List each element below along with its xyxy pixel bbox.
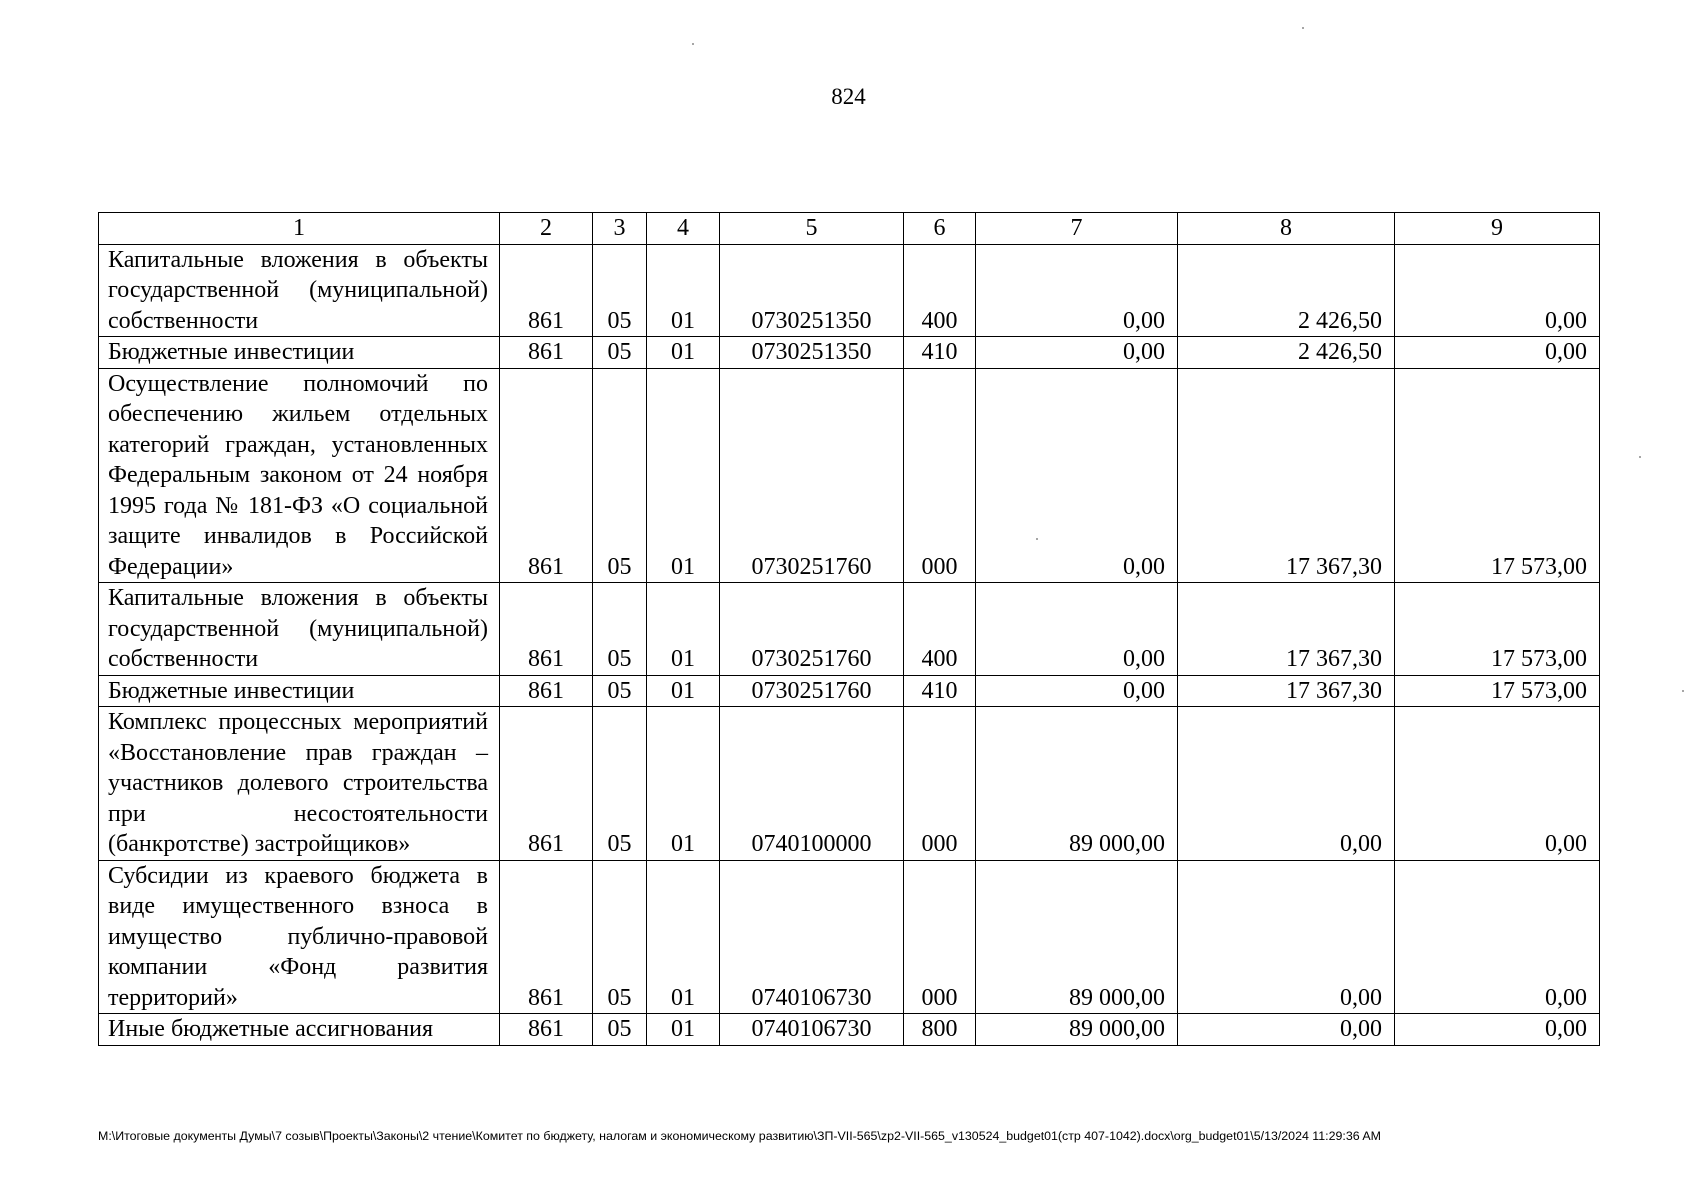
table-row bbox=[99, 1014, 1600, 1046]
row-amount-8: 0,00 bbox=[1178, 860, 1395, 1014]
scan-speck bbox=[692, 43, 694, 45]
row-amount-8: 2 426,50 bbox=[1178, 337, 1395, 369]
row-amount-8: 0,00 bbox=[1178, 1014, 1395, 1046]
table-row bbox=[99, 368, 1600, 583]
row-rz: 05 bbox=[593, 1014, 647, 1046]
row-csr: 0730251350 bbox=[720, 244, 904, 337]
row-csr: 0740106730 bbox=[720, 860, 904, 1014]
row-pr: 01 bbox=[647, 1014, 720, 1046]
row-name: Капитальные вложения в объекты государственной (муниципальной) собственности bbox=[99, 583, 500, 676]
table-row bbox=[99, 675, 1600, 707]
row-amount-8: 0,00 bbox=[1178, 707, 1395, 861]
row-amount-9: 0,00 bbox=[1395, 860, 1600, 1014]
row-rz: 05 bbox=[593, 675, 647, 707]
row-pr: 01 bbox=[647, 707, 720, 861]
row-amount-7: 89 000,00 bbox=[976, 1014, 1178, 1046]
column-header-6: 6 bbox=[904, 213, 976, 245]
row-vr: 000 bbox=[904, 707, 976, 861]
row-csr: 0730251760 bbox=[720, 583, 904, 676]
page-number: 824 bbox=[831, 84, 866, 109]
header-row bbox=[99, 213, 1600, 245]
row-grbs: 861 bbox=[500, 707, 593, 861]
row-amount-7: 89 000,00 bbox=[976, 860, 1178, 1014]
row-vr: 400 bbox=[904, 244, 976, 337]
row-grbs: 861 bbox=[500, 583, 593, 676]
row-name: Бюджетные инвестиции bbox=[99, 337, 500, 369]
column-header-9: 9 bbox=[1395, 213, 1600, 245]
row-csr: 0740100000 bbox=[720, 707, 904, 861]
row-amount-8: 2 426,50 bbox=[1178, 244, 1395, 337]
row-pr: 01 bbox=[647, 583, 720, 676]
row-grbs: 861 bbox=[500, 1014, 593, 1046]
row-vr: 410 bbox=[904, 337, 976, 369]
row-grbs: 861 bbox=[500, 368, 593, 583]
row-pr: 01 bbox=[647, 244, 720, 337]
row-vr: 000 bbox=[904, 860, 976, 1014]
row-csr: 0730251760 bbox=[720, 675, 904, 707]
row-amount-7: 0,00 bbox=[976, 337, 1178, 369]
row-amount-8: 17 367,30 bbox=[1178, 583, 1395, 676]
row-rz: 05 bbox=[593, 860, 647, 1014]
scan-speck bbox=[1682, 690, 1684, 692]
row-name: Капитальные вложения в объекты государственной (муниципальной) собственности bbox=[99, 244, 500, 337]
row-rz: 05 bbox=[593, 583, 647, 676]
scan-speck bbox=[1639, 456, 1641, 458]
row-name: Комплекс процессных мероприятий «Восстановление прав граждан – участников долевого строительства при несостоятельности (банкротстве) застройщиков» bbox=[99, 707, 500, 861]
column-header-4: 4 bbox=[647, 213, 720, 245]
row-pr: 01 bbox=[647, 337, 720, 369]
row-amount-9: 0,00 bbox=[1395, 244, 1600, 337]
scan-speck bbox=[1036, 538, 1038, 540]
row-pr: 01 bbox=[647, 368, 720, 583]
column-header-8: 8 bbox=[1178, 213, 1395, 245]
column-header-2: 2 bbox=[500, 213, 593, 245]
row-vr: 400 bbox=[904, 583, 976, 676]
row-rz: 05 bbox=[593, 707, 647, 861]
row-grbs: 861 bbox=[500, 244, 593, 337]
table-row bbox=[99, 860, 1600, 1014]
row-grbs: 861 bbox=[500, 337, 593, 369]
row-name: Субсидии из краевого бюджета в виде имущественного взноса в имущество публично-правовой компании «Фонд развития территорий» bbox=[99, 860, 500, 1014]
row-grbs: 861 bbox=[500, 675, 593, 707]
column-header-1: 1 bbox=[99, 213, 500, 245]
row-vr: 410 bbox=[904, 675, 976, 707]
budget-table bbox=[98, 212, 1600, 1046]
row-amount-9: 17 573,00 bbox=[1395, 368, 1600, 583]
row-csr: 0740106730 bbox=[720, 1014, 904, 1046]
row-name: Осуществление полномочий по обеспечению жильем отдельных категорий граждан, установленных Федеральным законом от 24 ноября 1995 года № 181-ФЗ «О социальной защите инвалидов в Российской Федерации» bbox=[99, 368, 500, 583]
footer-file-path: M:\Итоговые документы Думы\7 созыв\Проекты\Законы\2 чтение\Комитет по бюджету, налогам и экономическому развитию\ЗП-VII-565\zp2-VII-565_v130524_budget01(стр 407-1042).docx\org_budget01\5/13/2024 11:29:36 AM bbox=[98, 1129, 1381, 1143]
row-csr: 0730251760 bbox=[720, 368, 904, 583]
row-amount-9: 17 573,00 bbox=[1395, 583, 1600, 676]
row-amount-7: 0,00 bbox=[976, 675, 1178, 707]
row-amount-8: 17 367,30 bbox=[1178, 368, 1395, 583]
row-name: Бюджетные инвестиции bbox=[99, 675, 500, 707]
row-amount-9: 0,00 bbox=[1395, 1014, 1600, 1046]
row-grbs: 861 bbox=[500, 860, 593, 1014]
row-amount-7: 0,00 bbox=[976, 368, 1178, 583]
row-rz: 05 bbox=[593, 337, 647, 369]
row-vr: 000 bbox=[904, 368, 976, 583]
row-amount-9: 0,00 bbox=[1395, 707, 1600, 861]
row-amount-9: 17 573,00 bbox=[1395, 675, 1600, 707]
row-rz: 05 bbox=[593, 244, 647, 337]
row-amount-7: 0,00 bbox=[976, 583, 1178, 676]
row-amount-7: 89 000,00 bbox=[976, 707, 1178, 861]
row-amount-8: 17 367,30 bbox=[1178, 675, 1395, 707]
row-pr: 01 bbox=[647, 675, 720, 707]
row-name: Иные бюджетные ассигнования bbox=[99, 1014, 500, 1046]
table-row bbox=[99, 337, 1600, 369]
row-vr: 800 bbox=[904, 1014, 976, 1046]
row-rz: 05 bbox=[593, 368, 647, 583]
table-row bbox=[99, 707, 1600, 861]
scan-speck bbox=[1302, 27, 1304, 29]
row-pr: 01 bbox=[647, 860, 720, 1014]
row-csr: 0730251350 bbox=[720, 337, 904, 369]
column-header-7: 7 bbox=[976, 213, 1178, 245]
table-row bbox=[99, 583, 1600, 676]
row-amount-7: 0,00 bbox=[976, 244, 1178, 337]
row-amount-9: 0,00 bbox=[1395, 337, 1600, 369]
table-row bbox=[99, 244, 1600, 337]
column-header-3: 3 bbox=[593, 213, 647, 245]
column-header-5: 5 bbox=[720, 213, 904, 245]
